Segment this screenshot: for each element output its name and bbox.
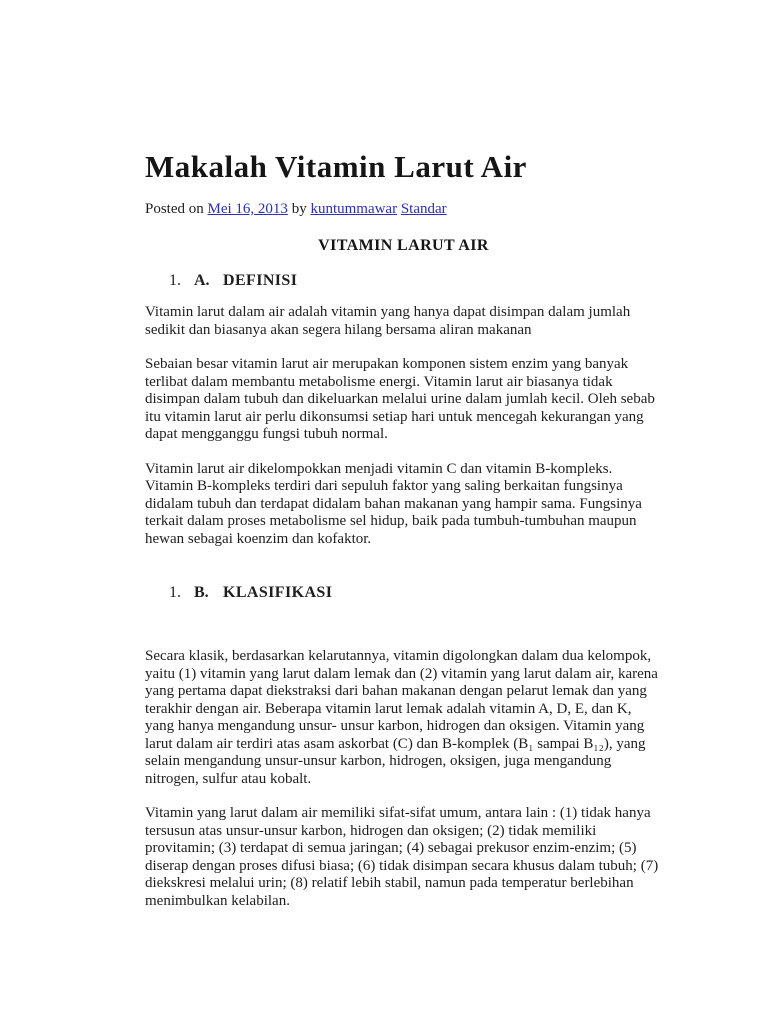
section-title: DEFINISI: [223, 272, 298, 290]
section-letter: B.: [194, 584, 209, 602]
section-number: 1.: [169, 584, 181, 602]
paragraph-klasifikasi-1: Secara klasik, berdasarkan kelarutannya, vitamin digolongkan dalam dua kelompok, yaitu (1) vitamin yang larut dalam lemak dan (2) vitamin yang larut dalam air, karena yang pertama dapat diekstraksi dari bahan makanan dengan pelarut lemak dan yang terakhir dengan air. Beberapa vitamin larut lemak adalah vitamin A, D, E, dan K, yang hanya mengandung unsur- unsur karbon, hidrogen dan oksigen. Vitamin yang larut dalam air terdiri atas asam askorbat (C) dan B-komplek (B₁ sampai B₁₂), yang selain mengandung unsur-unsur karbon, hidrogen, oksigen, juga mengandung nitrogen, sulfur atau kobalt.: [145, 648, 658, 787]
section-number: 1.: [169, 272, 181, 290]
date-link[interactable]: Mei 16, 2013: [207, 201, 288, 218]
paragraph-definisi-3: Vitamin larut air dikelompokkan menjadi vitamin C dan vitamin B-kompleks. Vitamin B-kompleks terdiri dari sepuluh faktor yang saling berkaitan fungsinya didalam tubuh dan terdapat didalam bahan makanan yang hampir sama. Fungsinya terkait dalam proses metabolisme sel hidup, baik pada tumbuh-tumbuhan maupun hewan sebagai koenzim dan kofaktor.: [145, 460, 642, 547]
paragraph-definisi-1: Vitamin larut dalam air adalah vitamin yang hanya dapat disimpan dalam jumlah sedikit dan biasanya akan segera hilang bersama aliran makanan: [145, 304, 631, 338]
by-label: by: [291, 201, 307, 218]
posted-on-label: Posted on: [145, 201, 204, 218]
page-title: Makalah Vitamin Larut Air: [145, 149, 527, 184]
author-link[interactable]: kuntummawar: [310, 201, 398, 218]
section-title: KLASIFIKASI: [223, 584, 333, 602]
category-link[interactable]: Standar: [400, 201, 447, 218]
section-heading-definisi: [145, 272, 662, 290]
paragraph-definisi-2: Sebaian besar vitamin larut air merupakan komponen sistem enzim yang banyak terlibat dalam membantu metabolisme energi. Vitamin larut air biasanya tidak disimpan dalam tubuh dan dikeluarkan melalui urine dalam jumlah kecil. Oleh sebab itu vitamin larut air perlu dikonsumsi setiap hari untuk mencegah kekurangan yang dapat mengganggu fungsi tubuh normal.: [145, 356, 655, 443]
section-heading-klasifikasi: [145, 584, 662, 602]
document-heading: VITAMIN LARUT AIR: [318, 237, 489, 255]
section-letter: A.: [194, 272, 210, 290]
paragraph-klasifikasi-2: Vitamin yang larut dalam air memiliki sifat-sifat umum, antara lain : (1) tidak hanya tersusun atas unsur-unsur karbon, hidrogen dan oksigen; (2) tidak memiliki provitamin; (3) terdapat di semua jaringan; (4) sebagai prekusor enzim-enzim; (5) diserap dengan proses difusi biasa; (6) tidak disimpan secara khusus dalam tubuh; (7) diekskresi melalui urin; (8) relatif lebih stabil, namun pada temperatur berlebihan menimbulkan kelabilan.: [145, 805, 659, 909]
post-meta: [145, 201, 662, 218]
